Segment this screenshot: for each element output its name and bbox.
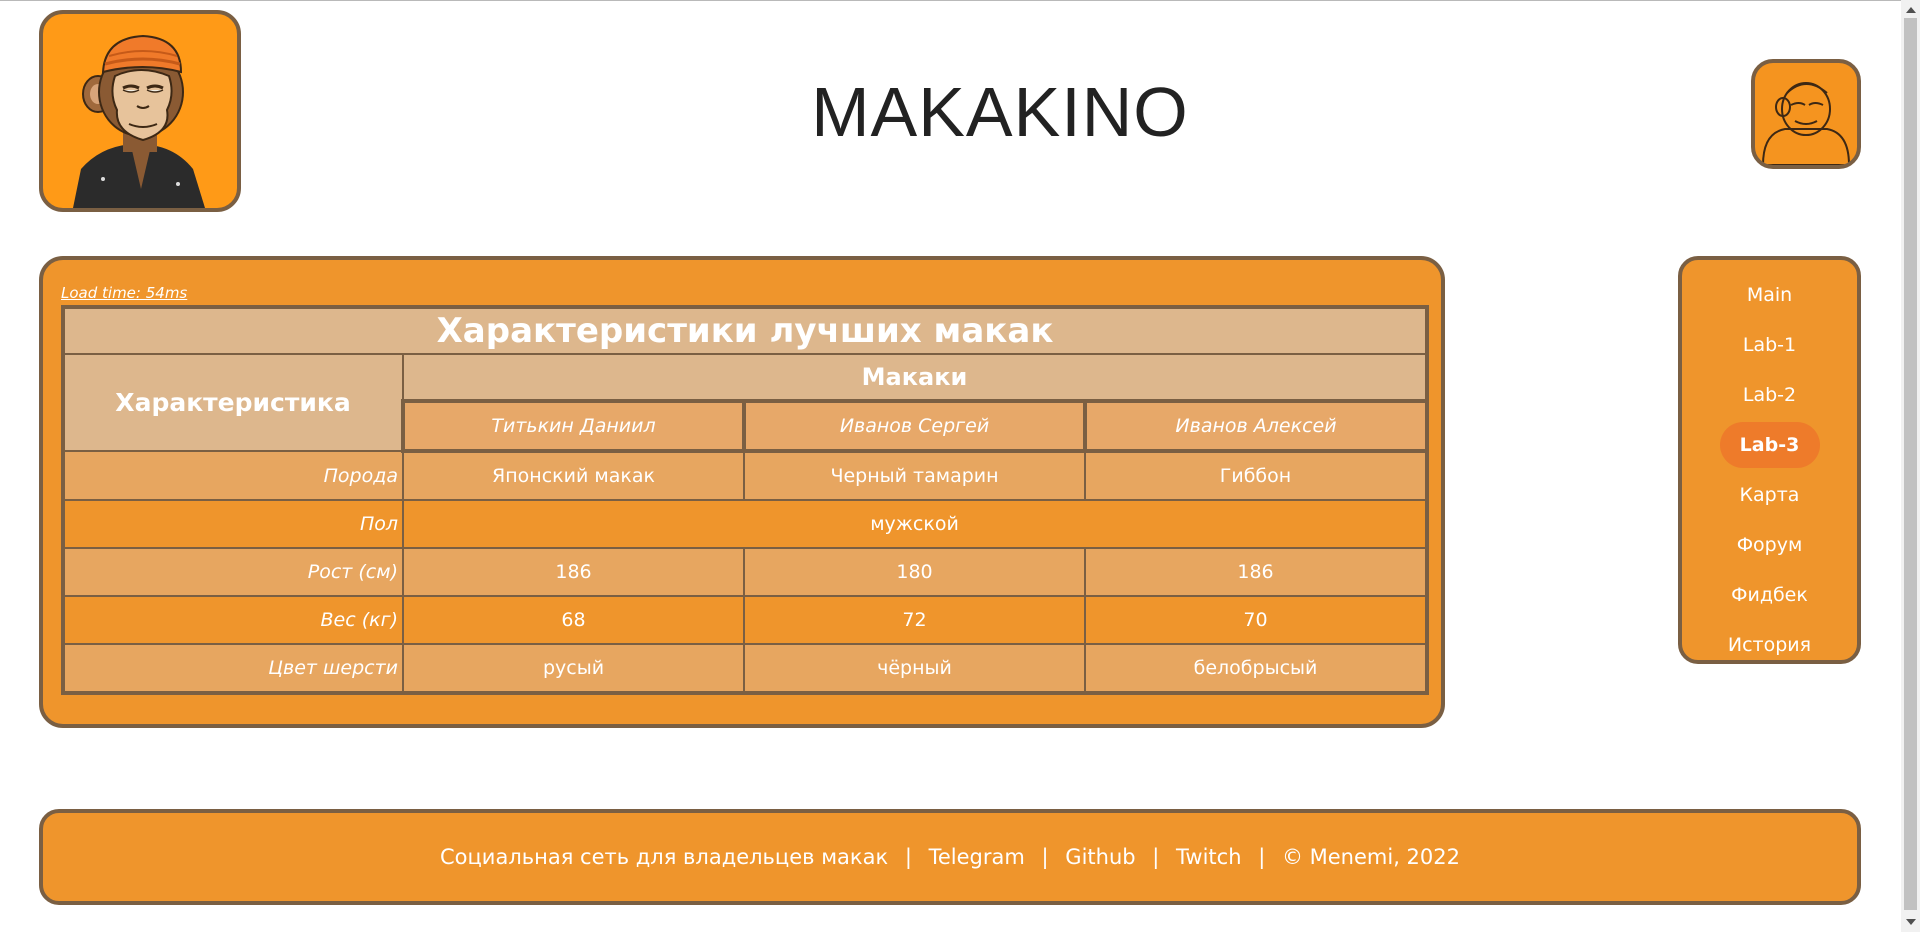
content-panel xyxy=(39,256,1445,728)
monkey-characteristics-table xyxy=(61,305,1429,695)
scroll-down-arrow-icon[interactable] xyxy=(1906,919,1916,925)
table-cell: белобрысый xyxy=(1085,644,1427,693)
site-logo[interactable] xyxy=(39,10,241,212)
window-top-border xyxy=(0,0,1920,1)
row-label: Рост (см) xyxy=(63,548,403,596)
table-cell: 186 xyxy=(1085,548,1427,596)
sidebar-nav xyxy=(1678,256,1861,664)
footer-link-github[interactable]: Github xyxy=(1065,845,1136,869)
footer-copyright: © Menemi, 2022 xyxy=(1281,845,1460,869)
table-cell: Японский макак xyxy=(403,451,744,500)
table-cell: Черный тамарин xyxy=(744,451,1085,500)
characteristic-header: Характеристика xyxy=(63,354,403,451)
row-label: Пол xyxy=(63,500,403,548)
footer-separator: | xyxy=(904,845,912,869)
monkey-name-header: Титькин Даниил xyxy=(403,401,744,451)
monkey-outline-avatar-icon xyxy=(1755,63,1857,165)
table-cell: 180 xyxy=(744,548,1085,596)
row-label: Вес (кг) xyxy=(63,596,403,644)
nav-item-history[interactable]: История xyxy=(1727,634,1812,656)
table-cell: 72 xyxy=(744,596,1085,644)
footer-link-twitch[interactable]: Twitch xyxy=(1176,845,1242,869)
load-time-link[interactable]: Load time: 54ms xyxy=(61,284,188,302)
table-cell: чёрный xyxy=(744,644,1085,693)
footer-link-telegram[interactable]: Telegram xyxy=(928,845,1025,869)
table-cell: 186 xyxy=(403,548,744,596)
monkey-portrait-icon xyxy=(43,14,237,208)
nav-item-lab-2[interactable]: Lab-2 xyxy=(1742,384,1797,406)
table-cell: 70 xyxy=(1085,596,1427,644)
table-row xyxy=(63,500,1427,548)
table-row xyxy=(63,644,1427,693)
user-avatar-button[interactable] xyxy=(1751,59,1861,169)
vertical-scrollbar[interactable] xyxy=(1901,0,1920,932)
nav-item-lab-1[interactable]: Lab-1 xyxy=(1742,334,1797,356)
table-caption: Характеристики лучших макак xyxy=(63,307,1427,354)
monkeys-group-header: Макаки xyxy=(403,354,1427,401)
table-cell: Гиббон xyxy=(1085,451,1427,500)
nav-item-lab-3[interactable]: Lab-3 xyxy=(1720,422,1820,468)
nav-item-map[interactable]: Карта xyxy=(1739,484,1800,506)
nav-item-main[interactable]: Main xyxy=(1746,284,1793,306)
nav-item-feedback[interactable]: Фидбек xyxy=(1731,584,1808,606)
row-label: Цвет шерсти xyxy=(63,644,403,693)
scrollbar-thumb[interactable] xyxy=(1904,18,1917,910)
nav-item-forum[interactable]: Форум xyxy=(1736,534,1803,556)
monkey-name-header: Иванов Алексей xyxy=(1085,401,1427,451)
scroll-up-arrow-icon[interactable] xyxy=(1906,7,1916,13)
footer-separator: | xyxy=(1258,845,1266,869)
footer-separator: | xyxy=(1152,845,1160,869)
row-label: Порода xyxy=(63,451,403,500)
table-row xyxy=(63,548,1427,596)
footer-tagline: Социальная сеть для владельцев макак xyxy=(440,845,889,869)
table-row xyxy=(63,451,1427,500)
table-cell: русый xyxy=(403,644,744,693)
footer-separator: | xyxy=(1041,845,1049,869)
table-cell: 68 xyxy=(403,596,744,644)
monkey-name-header: Иванов Сергей xyxy=(744,401,1085,451)
site-title: MAKAKINO xyxy=(811,73,1189,151)
table-cell-merged: мужской xyxy=(403,500,1427,548)
footer xyxy=(39,809,1861,905)
table-row xyxy=(63,596,1427,644)
